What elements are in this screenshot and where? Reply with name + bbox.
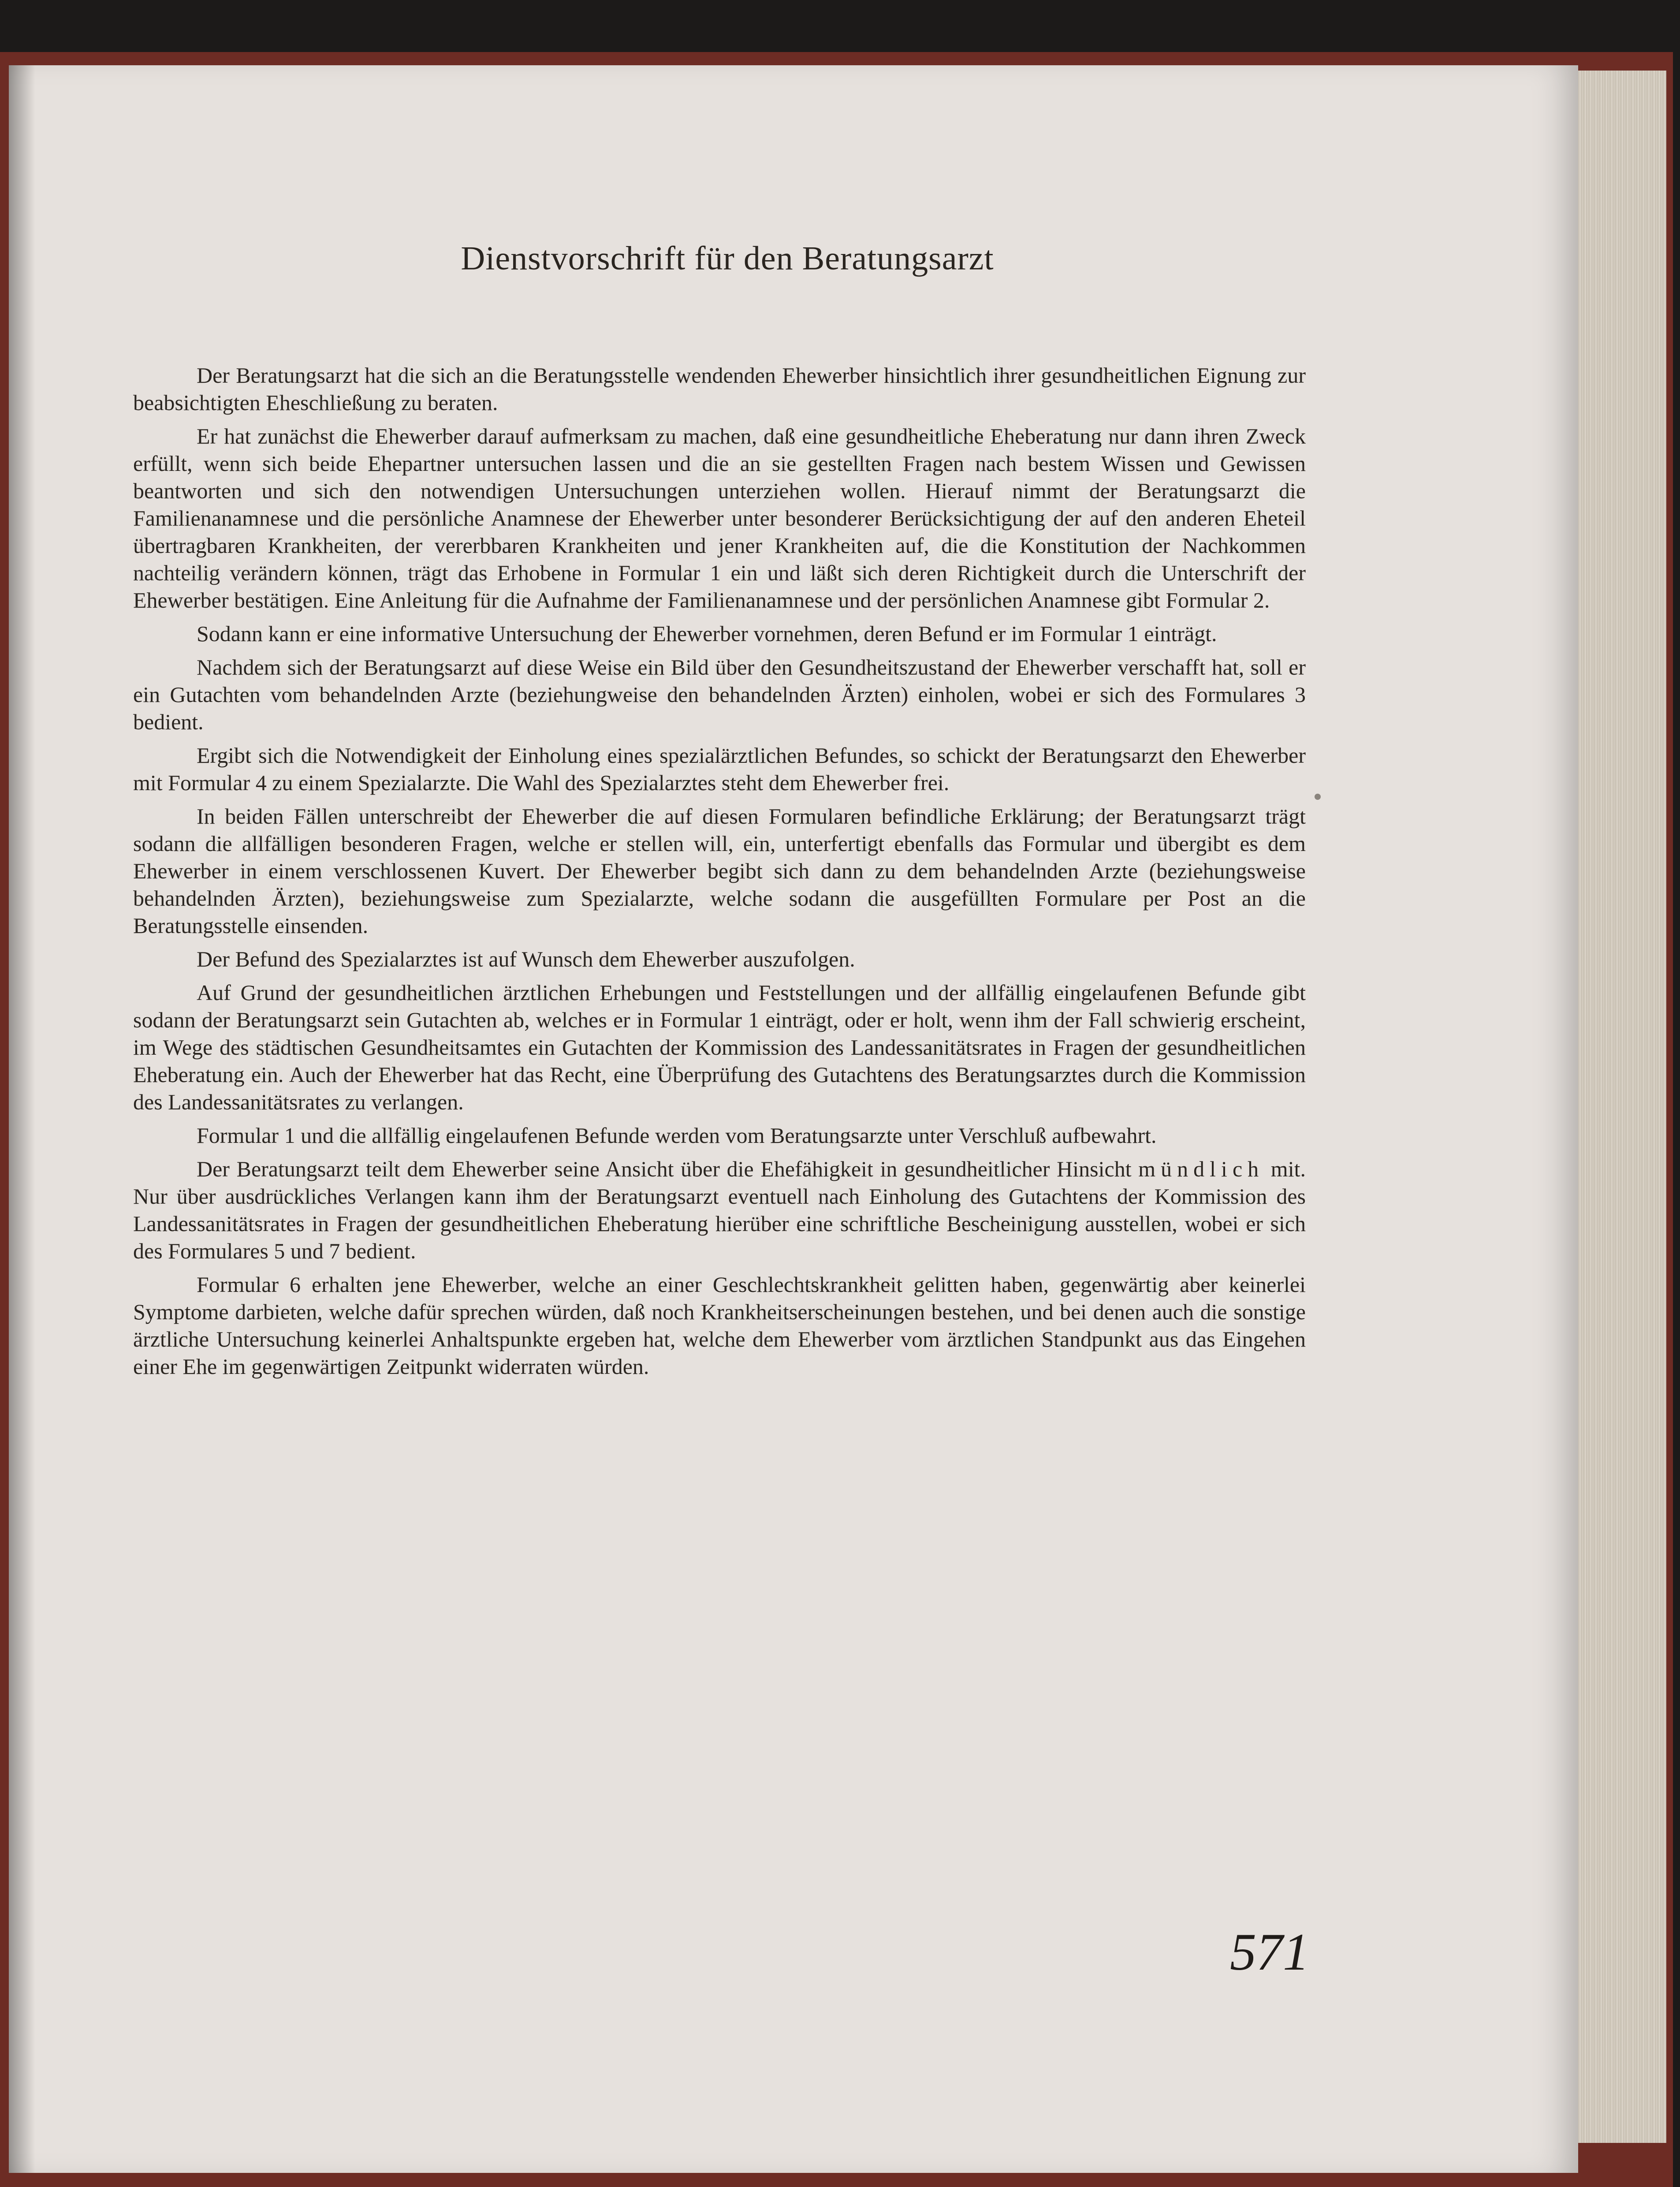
paragraph-text: mit. Nur über ausdrückliches Verlangen kann ihm der Beratungsarzt eventuell nach Einholung des Gutachtens der Kommission des Landessanitätsrates in Fragen der gesundheitlichen Eheberatung hierüber eine schriftliche Bescheinigung ausstellen, wobei er sich des Formulares 5 und 7 bedient.	[133, 1157, 1306, 1263]
gutter-shadow	[9, 65, 35, 2173]
margin-mark	[1315, 794, 1321, 800]
paragraph: Der Beratungsarzt hat die sich an die Beratungsstelle wendenden Ehewerber hinsichtlich ihrer gesundheitlichen Eignung zur beabsichtigten Eheschließung zu beraten.	[133, 363, 1306, 415]
paragraph: In beiden Fällen unterschreibt der Ehewerber die auf diesen Formularen befindliche Erklärung; der Beratungsarzt trägt sodann die allfälligen besonderen Fragen, welche er stellen will, ein, unterfertigt ebenfalls das Formular und übergibt es dem Ehewerber in einem verschlossenen Kuvert. Der Ehewerber begibt sich dann zu dem behandelnden Arzte (beziehungsweise behandelnden Ärzten), beziehungsweise zum Spezialarzte, welche sodann die ausgefüllten Formulare per Post an die Beratungsstelle einsenden.	[133, 804, 1306, 938]
paragraph: Der Befund des Spezialarztes ist auf Wunsch dem Ehewerber auszufolgen.	[197, 947, 855, 971]
page-number: 571	[1230, 1922, 1309, 1981]
paragraph: Ergibt sich die Notwendigkeit der Einholung eines spezialärztlichen Befundes, so schickt der Beratungsarzt den Ehewerber mit Formular 4 zu einem Spezialarzte. Die Wahl des Spezialarztes steht dem Ehewerber frei.	[133, 743, 1306, 795]
page-title: Dienstvorschrift für den Beratungsarzt	[461, 240, 994, 277]
paragraph-text: Der Beratungsarzt teilt dem Ehewerber seine Ansicht über die Ehefähigkeit in gesundheitlicher Hinsicht	[197, 1157, 1139, 1181]
paragraph	[133, 1155, 1306, 1265]
body-text	[133, 362, 1306, 1386]
paragraph: Sodann kann er eine informative Untersuchung der Ehewerber vornehmen, deren Befund er im Formular 1 einträgt.	[197, 621, 1217, 646]
paragraph: Er hat zunächst die Ehewerber darauf aufmerksam zu machen, daß eine gesundheitliche Eheberatung nur dann ihren Zweck erfüllt, wenn sich beide Ehepartner untersuchen lassen und die an sie gestellten Fragen nach bestem Wissen und Gewissen beantworten und sich den notwendigen Untersuchungen unterziehen wollen. Hierauf nimmt der Beratungsarzt die Familienanamnese und die persönliche Anamnese der Ehewerber unter besonderer Berücksichtigung der auf den anderen Eheteil übertragbaren Krankheiten, der vererbbaren Krankheiten und jener Krankheiten auf, die die Konstitution der Nachkommen nachteilig verändern können, trägt das Erhobene in Formular 1 ein und läßt sich deren Richtigkeit durch die Unterschrift der Ehewerber bestätigen. Eine Anleitung für die Aufnahme der Familienanamnese und der persönlichen Anamnese gibt Formular 2.	[133, 424, 1306, 612]
book-page	[9, 65, 1578, 2173]
paragraph: Auf Grund der gesundheitlichen ärztlichen Erhebungen und Feststellungen und der allfällig eingelaufenen Befunde gibt sodann der Beratungsarzt sein Gutachten ab, welches er in Formular 1 einträgt, oder er holt, wenn ihm der Fall schwierig erscheint, im Wege des städtischen Gesundheitsamtes ein Gutachten der Kommission des Landessanitätsrates in Fragen der gesundheitlichen Eheberatung ein. Auch der Ehewerber hat das Recht, eine Überprüfung des Gutachtens des Beratungsarztes durch die Kommission des Landessanitätsrates zu verlangen.	[133, 980, 1306, 1114]
paragraph: Formular 6 erhalten jene Ehewerber, welche an einer Geschlechtskrankheit gelitten haben, gegenwärtig aber keinerlei Symptome darbieten, welche dafür sprechen würden, daß noch Krankheitserscheinungen bestehen, und bei denen auch die sonstige ärztliche Untersuchung keinerlei Anhaltspunkte ergeben hat, welche dem Ehewerber vom ärztlichen Standpunkt aus das Eingehen einer Ehe im gegenwärtigen Zeitpunkt widerraten würden.	[133, 1272, 1306, 1379]
paragraph: Nachdem sich der Beratungsarzt auf diese Weise ein Bild über den Gesundheitszustand der Ehewerber verschafft hat, soll er ein Gutachten vom behandelnden Arzte (beziehungweise den behandelnden Ärzten) einholen, wobei er sich des Formulares 3 bedient.	[133, 655, 1306, 734]
spaced-emphasis: mündlich	[1138, 1157, 1264, 1181]
paragraph: Formular 1 und die allfällig eingelaufenen Befunde werden vom Beratungsarzte unter Verschluß aufbewahrt.	[197, 1123, 1157, 1148]
